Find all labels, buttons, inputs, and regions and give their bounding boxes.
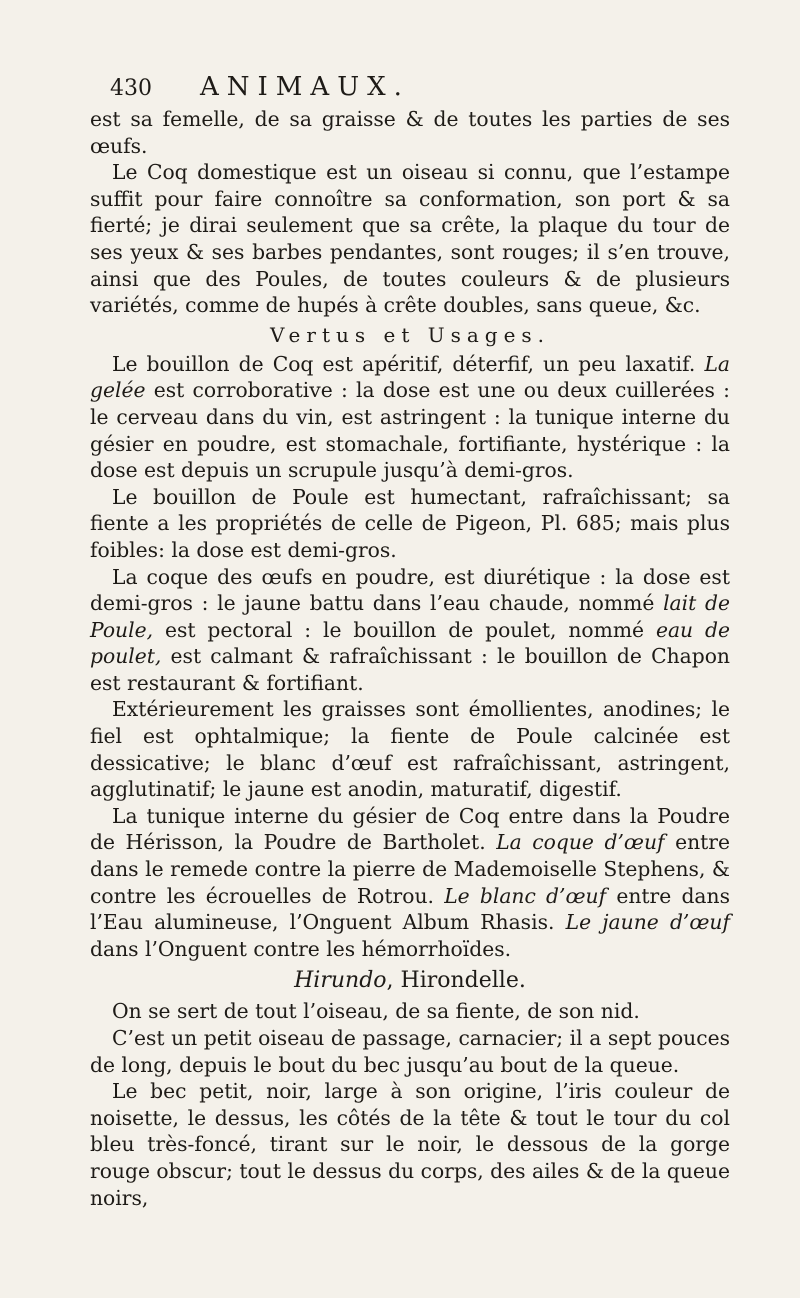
main-text xyxy=(90,106,730,1211)
paragraph-hirundo-usage: On se sert de tout l’oiseau, de sa fiente, de son nid. xyxy=(112,999,640,1024)
page-number: 430 xyxy=(110,76,152,101)
subject-heading-hirundo: Hirundo, Hirondelle. xyxy=(294,968,526,994)
running-title: ANIMAUX. xyxy=(200,72,410,102)
paragraph-coq-description: Le Coq domestique est un oiseau si connu, que l’estampe suffit pour faire connoître sa conformation, son port & sa fierté; je dirai seulement que sa crête, la plaque du tour de ses yeux & ses barbes pendantes, sont rouges; il s’en trouve, ainsi que des Poules, de toutes couleurs & de plusieurs variétés, comme de hupés à crête doubles, sans queue, &c. xyxy=(90,160,730,318)
paragraph-exterieurement: Extérieurement les graisses sont émollientes, anodines; le fiel est ophtalmique; la fiente de Poule calcinée est dessicative; le blanc d’œuf est rafraîchissant, astringent, agglutinatif; le jaune est anodin, maturatif, digestif. xyxy=(90,697,730,802)
paragraph-bouillon-poule: Le bouillon de Poule est humectant, rafraîchissant; sa fiente a les propriétés de celle de Pigeon, Pl. 685; mais plus foibles: la dose est demi-gros. xyxy=(90,484,730,562)
book-page xyxy=(90,72,730,1211)
paragraph-continuation: est sa femelle, de sa graisse & de toutes les parties de ses œufs. xyxy=(90,107,730,158)
paragraph-hirundo-description: Le bec petit, noir, large à son origine, l’iris couleur de noisette, le dessus, les côtés de la tête & tout le tour du col bleu très-foncé, tirant sur le noir, le dessous de la gorge rouge obscur; tout le dessus du corps, des ailes & de la queue noirs, xyxy=(90,1079,730,1210)
running-head xyxy=(110,72,730,106)
paragraph-bouillon-coq: Le bouillon de Coq est apéritif, déterfif, un peu laxatif. La gelée est corroborative : la dose est une ou deux cuillerées : le cerveau dans du vin, est astringent : la tunique interne du gésier en poudre, est stomachale, fortifiante, hystérique : la dose est depuis un scrupule jusqu’à demi-gros. xyxy=(90,351,731,483)
section-heading-vertus: Vertus et Usages. xyxy=(269,322,551,347)
paragraph-hirundo-size: C’est un petit oiseau de passage, carnacier; il a sept pouces de long, depuis le bout du bec jusqu’au bout de la queue. xyxy=(90,1026,730,1077)
paragraph-tunique-interne: La tunique interne du gésier de Coq entre dans la Poudre de Hérisson, la Poudre de Bartholet. La coque d’œuf entre dans le remede contre la pierre de Mademoiselle Stephens, & contre les écrouelles de Rotrou. Le blanc d’œuf entre dans l’Eau alumineuse, l’Onguent Album Rhasis. Le jaune d’œuf dans l’Onguent contre les hémorrhoïdes. xyxy=(90,803,730,961)
paragraph-coque-oeufs: La coque des œufs en poudre, est diurétique : la dose est demi-gros : le jaune battu dans l’eau chaude, nommé lait de Poule, est pectoral : le bouillon de poulet, nommé eau de poulet, est calmant & rafraîchissant : le bouillon de Chapon est restaurant & fortifiant. xyxy=(90,564,730,695)
